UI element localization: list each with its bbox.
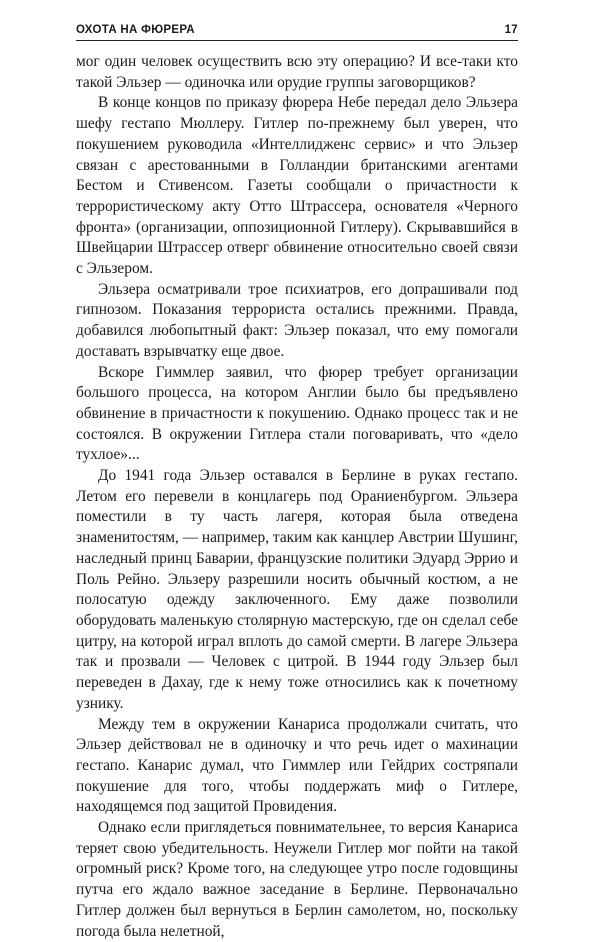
paragraph: В конце концов по приказу фюрера Небе передал дело Эльзера шефу гестапо Мюллеру. Гитлер по-прежнему был уверен, что покушением руководила «Интеллидженс сервис» и что Эльзер связан с арестованными в Голландии британскими агентами Бестом и Стивенсом. Газеты сообщали о причастности к террористическому акту Отто Штрассера, основателя «Черного фронта» (организации, оппозиционной Гитлеру). Скрывавшийся в Швейцарии Штрассер отверг обвинение относительно своей связи с Эльзером. — [76, 94, 518, 278]
paragraph: Эльзера осматривали трое психиатров, его допрашивали под гипнозом. Показания террориста остались прежними. Правда, добавился любопытный факт: Эльзер показал, что ему помогали доставать взрывчатку еще двое. — [76, 280, 518, 360]
paragraph: Вскоре Гиммлер заявил, что фюрер требует организации большого процесса, на котором Англии было бы предъявлено обвинение в причастности к покушению. Однако процесс так и не состоялся. В окружении Гитлера стали поговаривать, что «дело тухлое»... — [76, 363, 518, 464]
body-text — [76, 52, 518, 942]
paragraph: До 1941 года Эльзер оставался в Берлине в руках гестапо. Летом его перевели в концлагерь под Ораниенбургом. Эльзера поместили в ту часть лагеря, которая была отведена знаменитостям, — например, таким как канцлер Австрии Шушинг, наследный принц Баварии, французские политики Эдуард Эррио и Поль Рейно. Эльзеру разрешили носить обычный костюм, а не полосатую одежду заключенного. Ему даже позволили оборудовать маленькую столярную мастерскую, где он сделал себе цитру, на которой играл вплоть до самой смерти. В лагере Эльзера так и прозвали — Человек с цитрой. В 1944 году Эльзер был переведен в Дахау, где к нему тоже относились как к почетному узнику. — [76, 467, 518, 712]
paragraph: Однако если приглядеться повнимательнее, то версия Канариса теряет свою убедительность. Неужели Гитлер мог пойти на такой огромный риск? Кроме того, на следующее утро после годовщины путча его ждало важное заседание в Берлине. Первоначально Гитлер должен был вернуться в Берлин самолетом, но, поскольку погода была нелетной, — [76, 819, 518, 940]
paragraph-continuation: мог один человек осуществить всю эту операцию? И все-таки кто такой Эльзер — одиночка или орудие группы заговорщиков? — [76, 53, 518, 91]
running-header — [76, 24, 518, 41]
page-number: 17 — [504, 24, 518, 36]
book-title: ОХОТА НА ФЮРЕРА — [76, 24, 195, 36]
paragraph: Между тем в окружении Канариса продолжали считать, что Эльзер действовал не в одиночку и что речь идет о махинации гестапо. Канарис думал, что Гиммлер или Гейдрих состряпали покушение для того, чтобы поддержать миф о Гитлере, находящемся под защитой Провидения. — [76, 715, 518, 816]
